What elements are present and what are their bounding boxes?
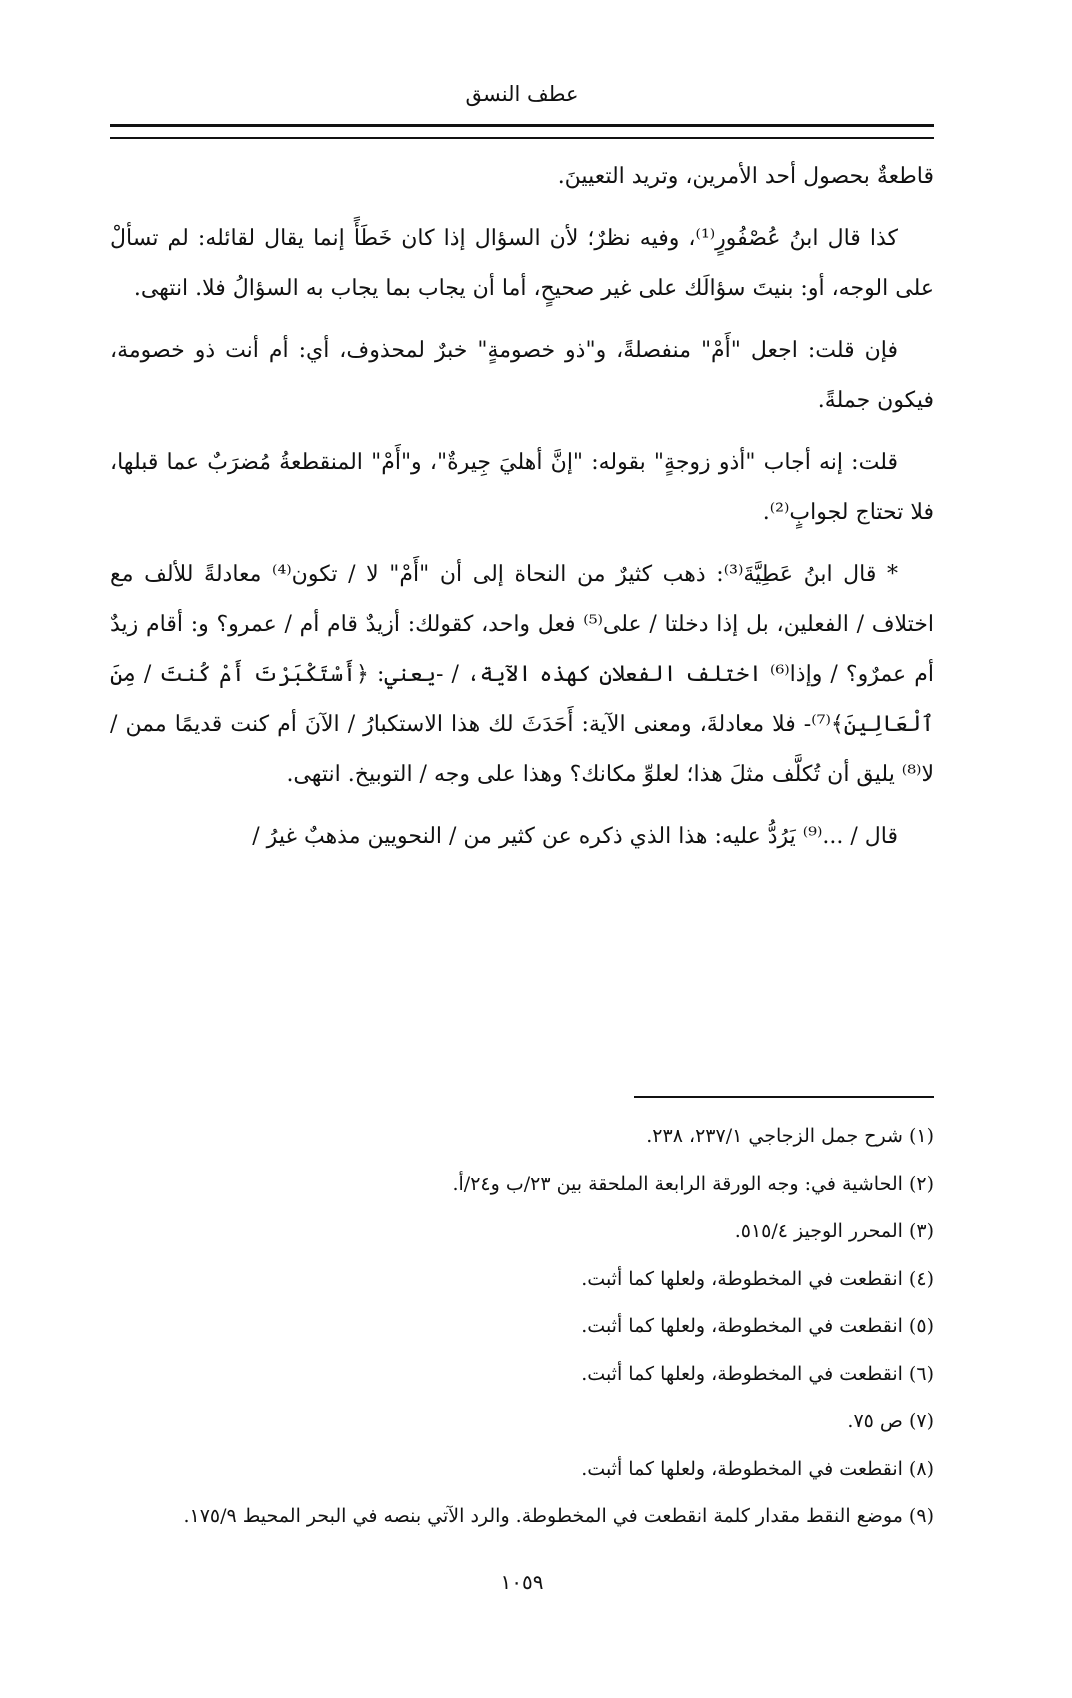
footnote-9: (٩) موضع النقط مقدار كلمة انقطعت في المخطوطة. والرد الآتي بنصه في البحر المحيط ١٧٥/٩. <box>183 1505 934 1527</box>
paragraph-6: قال / ...⁽⁹⁾ يَرُدُّ عليه: هذا الذي ذكره عن كثير من / النحويين مذهبٌ غيرُ / <box>252 824 898 849</box>
footnote-5: (٥) انقطعت في المخطوطة، ولعلها كما أثبت. <box>581 1315 934 1337</box>
footnote-8: (٨) انقطعت في المخطوطة، ولعلها كما أثبت. <box>581 1457 934 1480</box>
page-number: ١٠٥٩ <box>500 1570 544 1594</box>
paragraph-5: * قال ابنُ عَطِيَّةَ⁽³⁾: ذهب كثيرٌ من النحاة إلى أن "أَمْ" لا / تكون⁽⁴⁾ معادلةً للألف مع اختلاف / الفعلين، بل إذا دخلتا / على⁽⁵⁾ فعل واحد، كقولك: أزيدٌ قام أم / عمرو؟ و: أقام زيدٌ أم عمرٌو؟ / وإذا⁽⁶⁾ اختلف الفعلان كهذه الآية، / -يعني: ﴿أَسْتَكْبَرْتَ أَمْ كُنتَ / مِنَ ٱلْعَالِينَ﴾⁽⁷⁾- فلا معادلةَ، ومعنى الآية: أَحَدَثَ لك هذا الاستكبارُ / الآنَ أم كنت قديمًا ممن / لا⁽⁸⁾ يليق أن تُكلَّف مثلَ هذا؛ لعلوِّ مكانك؟ وهذا على وجه / التوبيخ. انتهى. <box>110 562 935 787</box>
footnote-7: (٧) ص ٧٥. <box>847 1410 934 1432</box>
paragraph-2: كذا قال ابنُ عُصْفُورٍ⁽¹⁾، وفيه نظرٌ؛ لأن السؤال إذا كان خَطَأً إنما يقال لقائله: لم تسألْ على الوجه، أو: بنيتَ سؤالَك على غير صحيحٍ، أما أن يجاب بما يجاب به السؤالُ فلا. انتهى. <box>110 226 934 301</box>
footnotes <box>110 1113 934 1541</box>
footnote-2: (٢) الحاشية في: وجه الورقة الرابعة الملحقة بين ٢٣/ب و٢٤/أ. <box>452 1172 934 1195</box>
running-header: عطف النسق <box>465 82 579 106</box>
footnote-6: (٦) انقطعت في المخطوطة، ولعلها كما أثبت. <box>581 1362 934 1385</box>
footnote-separator <box>634 1096 934 1098</box>
paragraph-4: قلت: إنه أجاب "أذو زوجةٍ" بقوله: "إنَّ أهليَ جِيرةٌ"، و"أَمْ" المنقطعةُ مُضرَبٌ عما قبلها، فلا تحتاج لجوابٍ⁽²⁾. <box>110 450 934 525</box>
header-rule-thick <box>110 124 934 127</box>
paragraph-3: فإن قلت: اجعل "أَمْ" منفصلةً، و"ذو خصومةٍ" خبرٌ لمحذوف، أي: أم أنت ذو خصومة، فيكون جملةً. <box>110 338 934 413</box>
paragraph-1: قاطعةٌ بحصول أحد الأمرين، وتريد التعيينَ. <box>557 164 934 189</box>
main-text <box>110 152 934 874</box>
header-rule-thin <box>110 137 934 139</box>
footnote-3: (٣) المحرر الوجيز ٥١٥/٤. <box>734 1220 934 1242</box>
footnote-1: (١) شرح جمل الزجاجي ٢٣٧/١، ٢٣٨. <box>646 1125 934 1147</box>
footnote-4: (٤) انقطعت في المخطوطة، ولعلها كما أثبت. <box>581 1267 934 1290</box>
